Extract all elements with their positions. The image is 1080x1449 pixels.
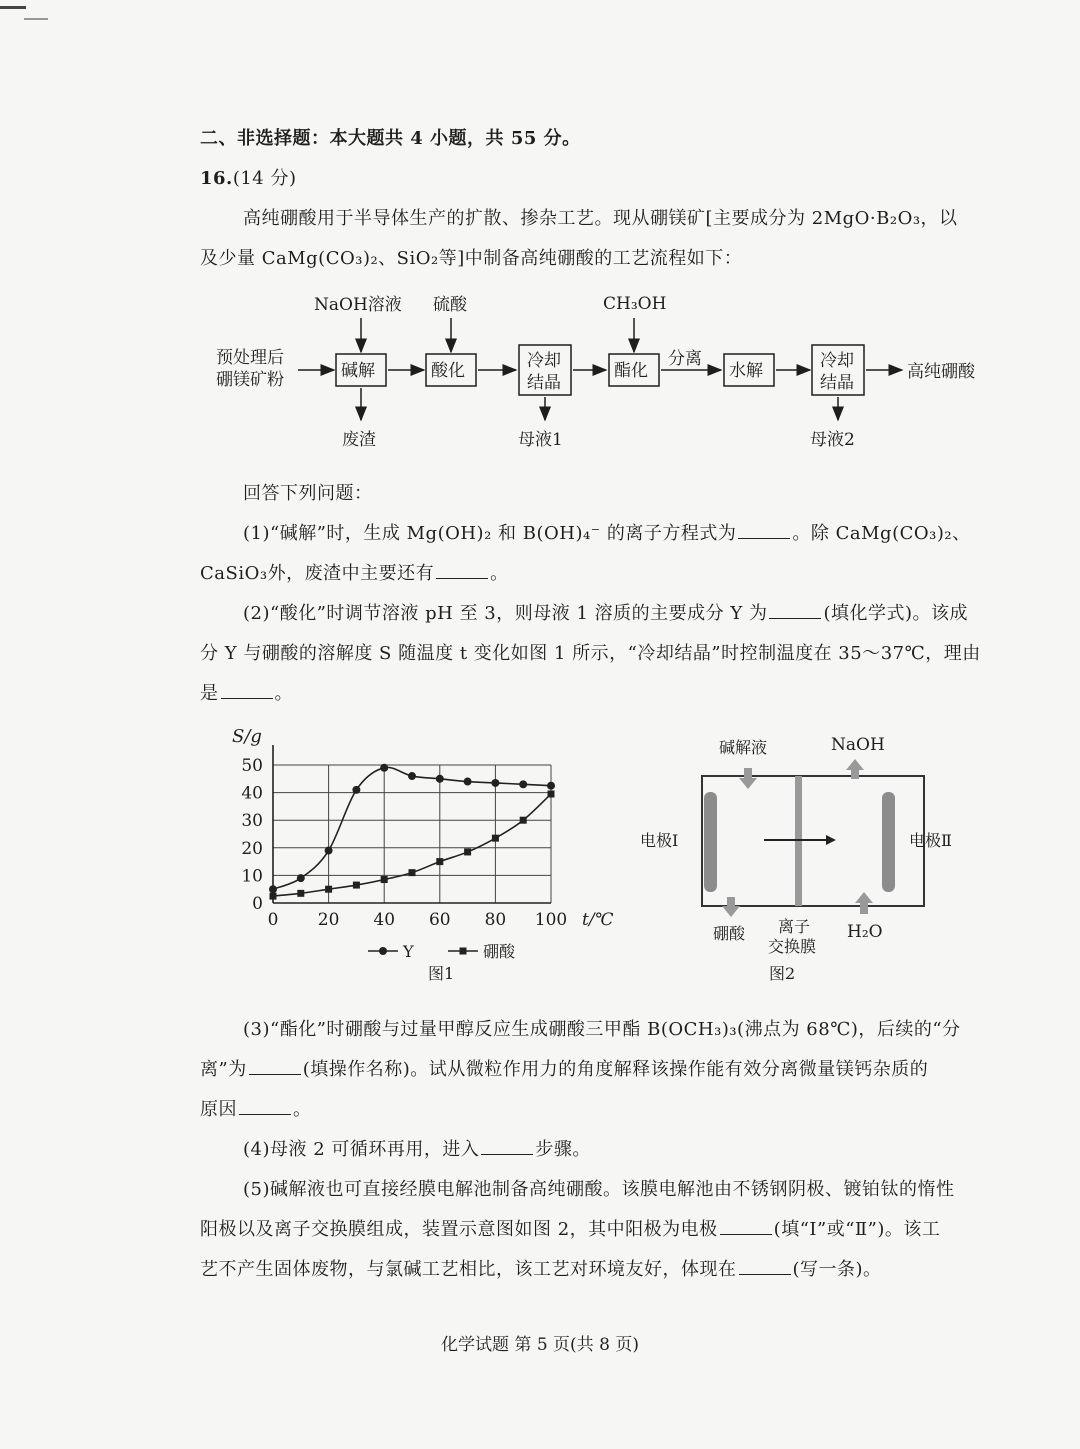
flow-step-cool1-line1: 冷却 xyxy=(527,351,561,371)
data-point-1 xyxy=(464,848,471,855)
x-tick-label: 0 xyxy=(267,910,279,930)
q2-text-a: (2)“酸化”时调节溶液 pH 至 3，则母液 1 溶质的主要成分 Y 为 xyxy=(243,603,768,624)
y-tick-label: 10 xyxy=(241,866,263,887)
x-tick-label: 100 xyxy=(534,910,568,930)
q2-text-c: 是 xyxy=(200,683,219,704)
answer-blank-q5-electrode[interactable] xyxy=(720,1216,772,1235)
q3-line-2 xyxy=(200,1055,928,1081)
data-point-1 xyxy=(409,869,416,876)
flow-product: 高纯硼酸 xyxy=(907,362,975,382)
q4-text-b: 步骤。 xyxy=(535,1139,591,1160)
data-point-0 xyxy=(408,772,416,780)
data-point-0 xyxy=(519,780,527,788)
fig2-membrane-line2: 交换膜 xyxy=(768,937,817,956)
data-point-0 xyxy=(297,874,305,882)
fig2-inlet-top: 碱解液 xyxy=(719,738,768,757)
ion-flow-arrow-head xyxy=(826,835,836,845)
flow-mother1: 母液1 xyxy=(518,430,563,450)
q2-line-2: 分 Y 与硼酸的溶解度 S 随温度 t 变化如图 1 所示，“冷却结晶”时控制温度在 35～37℃，理由 xyxy=(200,643,981,664)
fig2-outlet-bottom: 硼酸 xyxy=(713,924,746,943)
q2-text-d: 。 xyxy=(274,683,293,704)
question-points: (14 分) xyxy=(232,168,297,189)
flow-step-cool1-line2: 结晶 xyxy=(527,373,561,393)
flow-separate-label: 分离 xyxy=(668,349,702,369)
q3-text-c: 原因 xyxy=(200,1099,237,1120)
x-tick-label: 20 xyxy=(317,910,340,930)
fig2-outlet-top: NaOH xyxy=(831,735,885,755)
q5-text-a: 阳极以及离子交换膜组成，装置示意图如图 2，其中阳极为电极 xyxy=(200,1219,718,1240)
legend-label-boric: 硼酸 xyxy=(483,942,516,961)
flow-reagent-h2so4: 硫酸 xyxy=(433,295,467,315)
x-tick-label: 60 xyxy=(428,910,451,930)
data-point-0 xyxy=(547,782,555,790)
data-point-0 xyxy=(436,775,444,783)
q3-text-b: (填操作名称)。试从微粒作用力的角度解释该操作能有效分离微量镁钙杂质的 xyxy=(302,1059,929,1080)
series-line-1 xyxy=(273,794,551,896)
answer-blank-q5-environment[interactable] xyxy=(739,1256,791,1275)
inlet-bottom-arrow xyxy=(855,892,873,914)
data-point-0 xyxy=(464,778,472,786)
flow-step-acidify: 酸化 xyxy=(431,361,465,381)
chart-title: 图1 xyxy=(428,964,455,983)
answer-blank-q4-step[interactable] xyxy=(481,1136,533,1155)
fig2-electrode-right: 电极Ⅱ xyxy=(909,831,952,850)
q5-line-1: (5)碱解液也可直接经膜电解池制备高纯硼酸。该膜电解池由不锈钢阴极、镀铂钛的惰性 xyxy=(243,1179,955,1200)
outlet-bottom-arrow xyxy=(722,897,740,917)
answer-blank-q3-operation[interactable] xyxy=(249,1056,301,1075)
fig2-caption: 图2 xyxy=(769,964,796,983)
data-point-0 xyxy=(352,786,360,794)
q3-line-1: (3)“酯化”时硼酸与过量甲醇反应生成硼酸三甲酯 B(OCH₃)₃(沸点为 68℃)，后续的“分 xyxy=(243,1019,961,1040)
y-tick-label: 0 xyxy=(252,894,263,914)
x-axis-label: t/℃ xyxy=(582,910,614,930)
data-point-0 xyxy=(380,764,388,772)
q4-text-a: (4)母液 2 可循环再用，进入 xyxy=(243,1139,480,1160)
data-point-1 xyxy=(270,893,277,900)
legend-marker-y xyxy=(379,947,387,955)
intro-line-2: 及少量 CaMg(CO₃)₂、SiO₂等]中制备高纯硼酸的工艺流程如下： xyxy=(200,248,743,269)
q1-text-b: 。除 CaMg(CO₃)₂、 xyxy=(792,523,971,544)
q3-text-a: 离”为 xyxy=(200,1059,247,1080)
q5-text-d: (写一条)。 xyxy=(792,1259,882,1280)
data-point-1 xyxy=(325,886,332,893)
q5-text-c: 艺不产生固体废物，与氯碱工艺相比，该工艺对环境友好，体现在 xyxy=(200,1259,737,1280)
data-point-1 xyxy=(436,858,443,865)
data-point-0 xyxy=(491,779,499,787)
x-tick-label: 40 xyxy=(373,910,396,930)
fig2-electrode-left: 电极Ⅰ xyxy=(640,831,679,850)
figure1-chart xyxy=(232,726,614,983)
fig2-inlet-bottom: H₂O xyxy=(847,922,883,942)
y-tick-label: 40 xyxy=(241,783,263,804)
data-point-1 xyxy=(297,890,304,897)
flow-mother2: 母液2 xyxy=(810,430,855,450)
q1-text-a: (1)“碱解”时，生成 Mg(OH)₂ 和 B(OH)₄⁻ 的离子方程式为 xyxy=(243,523,737,544)
flow-step-cool2-line1: 冷却 xyxy=(820,351,854,371)
flow-start-line1: 预处理后 xyxy=(216,348,284,368)
flow-step-cool2-line2: 结晶 xyxy=(820,373,854,393)
inlet-top-arrow xyxy=(739,768,757,789)
flow-reagent-naoh: NaOH溶液 xyxy=(314,295,402,315)
q3-line-3 xyxy=(200,1095,312,1121)
flow-reagent-ch3oh: CH₃OH xyxy=(603,294,667,314)
q5-line-2 xyxy=(200,1215,940,1241)
legend-marker-boric xyxy=(460,948,467,955)
flow-step-ester: 酯化 xyxy=(614,361,648,381)
legend-label-y: Y xyxy=(403,942,414,961)
q5-line-3 xyxy=(200,1255,882,1281)
y-tick-label: 20 xyxy=(241,838,263,859)
q4-line-1 xyxy=(243,1135,591,1161)
q5-text-b: (填“Ⅰ”或“Ⅱ”)。该工 xyxy=(773,1219,941,1240)
question-number-label: 16. xyxy=(200,168,233,189)
data-point-0 xyxy=(325,847,333,855)
flow-step-hydrolysis: 水解 xyxy=(729,361,763,381)
y-axis-label: S/g xyxy=(232,726,262,747)
fig2-membrane-line1: 离子 xyxy=(778,917,811,936)
q1-text-d: 。 xyxy=(490,563,509,584)
data-point-1 xyxy=(548,790,555,797)
answer-blank-q3-reason[interactable] xyxy=(239,1096,291,1115)
flow-step-alkali: 碱解 xyxy=(341,361,375,381)
page-footer: 化学试题 第 5 页(共 8 页) xyxy=(441,1335,639,1355)
section-header: 二、非选择题：本大题共 4 小题，共 55 分。 xyxy=(200,128,581,149)
answer-prompt: 回答下列问题： xyxy=(243,483,373,504)
flow-waste: 废渣 xyxy=(342,430,376,450)
q1-text-c: CaSiO₃外，废渣中主要还有 xyxy=(200,563,435,584)
electrode-2-bar xyxy=(882,792,895,892)
data-point-1 xyxy=(520,817,527,824)
x-tick-label: 80 xyxy=(484,910,507,930)
q2-text-b: (填化学式)。该成 xyxy=(823,603,969,624)
data-point-0 xyxy=(269,885,277,893)
y-tick-label: 30 xyxy=(241,811,263,832)
intro-line-1: 高纯硼酸用于半导体生产的扩散、掺杂工艺。现从硼镁矿[主要成分为 2MgO·B₂O₃，以 xyxy=(243,208,958,229)
data-point-1 xyxy=(492,835,499,842)
flow-start-line2: 硼镁矿粉 xyxy=(216,370,284,390)
electrode-1-bar xyxy=(704,792,717,892)
figure2-electrolysis-cell xyxy=(640,735,952,983)
y-tick-label: 50 xyxy=(241,756,263,776)
data-point-1 xyxy=(381,876,388,883)
q3-text-d: 。 xyxy=(293,1099,312,1120)
data-point-1 xyxy=(353,882,360,889)
